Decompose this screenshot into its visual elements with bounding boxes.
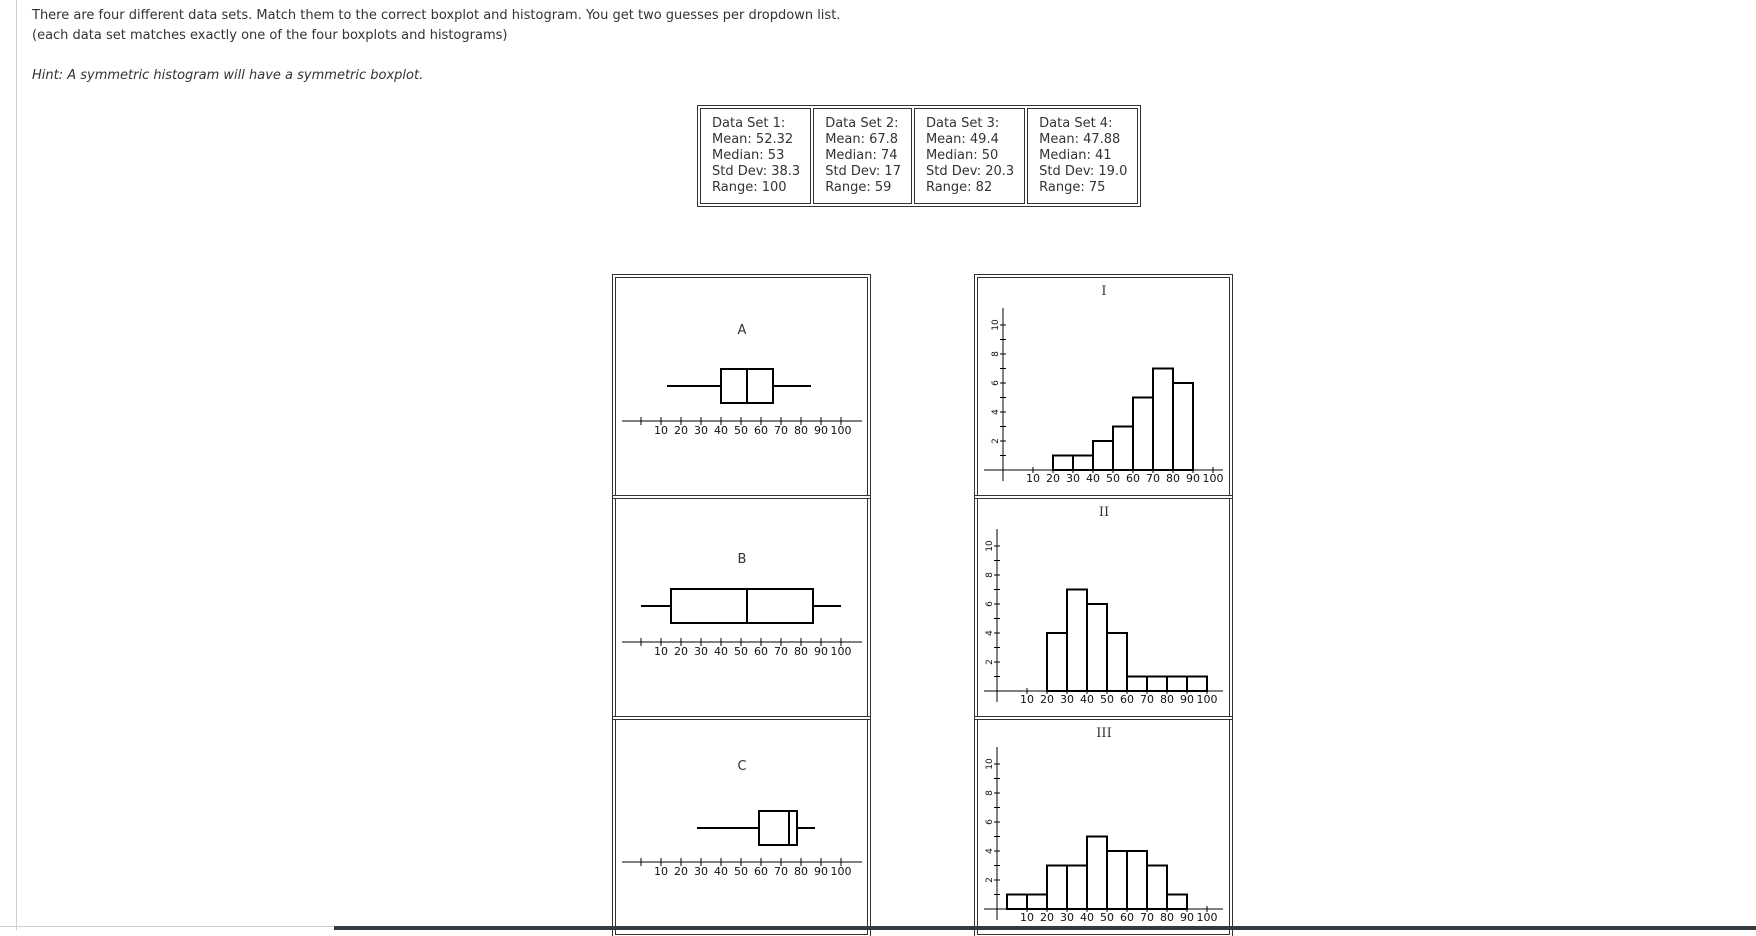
x-tick-label: 50 [1100, 693, 1114, 706]
data-set-title: Data Set 4: [1039, 116, 1113, 131]
histogram-bar [1167, 677, 1187, 692]
boxplot-title: A [737, 323, 747, 338]
x-tick-label: 80 [1166, 472, 1180, 485]
x-tick-label: 80 [794, 645, 808, 658]
histogram-bar [1087, 604, 1107, 691]
x-tick-label: 50 [1106, 472, 1120, 485]
x-tick-label: 90 [1180, 693, 1194, 706]
histogram-bar [1087, 837, 1107, 910]
y-tick-label: 4 [985, 848, 995, 854]
x-tick-label: 90 [1180, 911, 1194, 924]
x-tick-label: 70 [774, 865, 788, 878]
histogram-bar [1047, 866, 1067, 910]
x-tick-label: 70 [1140, 693, 1154, 706]
data-set-title: Data Set 1: [712, 116, 786, 131]
x-tick-label: 80 [794, 424, 808, 437]
boxplot-title: C [737, 759, 747, 774]
y-tick-label: 4 [985, 630, 995, 636]
histogram-title: II [1098, 505, 1110, 520]
x-tick-label: 40 [1086, 472, 1100, 485]
data-set-1-cell [700, 108, 811, 204]
x-tick-label: 90 [814, 865, 828, 878]
x-tick-label: 80 [1160, 693, 1174, 706]
histogram-panel-iii [977, 719, 1230, 935]
histogram-bar [1147, 677, 1167, 692]
left-border [16, 0, 17, 930]
data-set-median: Median: 41 [1039, 148, 1112, 163]
x-tick-label: 60 [1126, 472, 1140, 485]
y-tick-label: 10 [991, 319, 1001, 331]
x-tick-label: 100 [830, 645, 852, 658]
x-tick-label: 30 [1060, 693, 1074, 706]
x-tick-label: 10 [654, 865, 668, 878]
x-tick-label: 60 [1120, 693, 1134, 706]
y-tick-label: 2 [991, 438, 1001, 444]
x-tick-label: 70 [1140, 911, 1154, 924]
histogram-bar [1107, 633, 1127, 691]
x-tick-label: 20 [674, 865, 688, 878]
histogram-i-chart [978, 278, 1231, 497]
y-tick-label: 2 [985, 877, 995, 883]
data-set-mean: Mean: 47.88 [1039, 132, 1121, 147]
y-tick-label: 6 [985, 819, 995, 825]
histogram-bar [1107, 851, 1127, 909]
histogram-bar [1133, 398, 1153, 471]
data-set-title: Data Set 3: [925, 116, 1000, 131]
boxplot-panel-c [615, 719, 868, 935]
y-tick-label: 6 [985, 601, 995, 607]
instructions-line-1: There are four different data sets. Match them to the correct boxplot and histogram. You get two guesses per dropdown list. [32, 8, 841, 23]
boxplot-a-chart [616, 278, 869, 497]
data-set-2-cell [813, 108, 912, 204]
y-tick-label: 4 [991, 409, 1001, 415]
histogram-bar [1027, 895, 1047, 910]
x-tick-label: 50 [734, 645, 748, 658]
x-tick-label: 60 [754, 645, 768, 658]
x-tick-label: 30 [1060, 911, 1074, 924]
x-tick-label: 90 [814, 645, 828, 658]
data-set-range: Range: 59 [825, 180, 892, 195]
iqr-box [759, 811, 797, 845]
y-tick-label: 2 [985, 659, 995, 665]
x-tick-label: 70 [774, 645, 788, 658]
data-set-median: Median: 53 [712, 148, 785, 163]
x-tick-label: 40 [1080, 911, 1094, 924]
x-tick-label: 30 [1066, 472, 1080, 485]
x-tick-label: 50 [734, 424, 748, 437]
data-set-mean: Mean: 52.32 [712, 132, 794, 147]
boxplot-c-chart [616, 720, 869, 936]
instructions-line-2: (each data set matches exactly one of the four boxplots and histograms) [32, 28, 508, 43]
data-set-mean: Mean: 67.8 [825, 132, 899, 147]
y-tick-label: 8 [985, 790, 995, 796]
data-set-median: Median: 50 [925, 148, 999, 163]
histogram-bar [1113, 427, 1133, 471]
data-set-4-cell [1027, 108, 1138, 204]
x-tick-label: 20 [1040, 693, 1054, 706]
x-tick-label: 10 [1026, 472, 1040, 485]
x-tick-label: 10 [1020, 693, 1034, 706]
histogram-bar [1073, 456, 1093, 471]
x-tick-label: 30 [694, 645, 708, 658]
data-set-range: Range: 75 [1039, 180, 1106, 195]
x-tick-label: 50 [734, 865, 748, 878]
histogram-iii-chart [978, 720, 1231, 936]
histogram-bar [1053, 456, 1073, 471]
data-set-std-dev: Std Dev: 38.3 [712, 164, 801, 179]
data-set-mean: Mean: 49.4 [925, 132, 999, 147]
x-tick-label: 40 [714, 424, 728, 437]
histogram-title: I [1101, 284, 1107, 299]
x-tick-label: 10 [654, 645, 668, 658]
boxplot-b-chart [616, 499, 869, 718]
histogram-bar [1147, 866, 1167, 910]
y-tick-label: 10 [985, 758, 995, 770]
x-tick-label: 20 [674, 424, 688, 437]
x-tick-label: 60 [754, 424, 768, 437]
bottom-scrollbar[interactable] [334, 926, 1756, 930]
histogram-bar [1127, 851, 1147, 909]
y-tick-label: 8 [985, 572, 995, 578]
x-tick-label: 90 [814, 424, 828, 437]
y-tick-label: 10 [985, 540, 995, 552]
hint-text: Hint: A symmetric histogram will have a symmetric boxplot. [32, 68, 424, 83]
boxplot-title: B [737, 552, 747, 567]
x-tick-label: 80 [794, 865, 808, 878]
data-set-std-dev: Std Dev: 17 [825, 164, 901, 179]
x-tick-label: 20 [1040, 911, 1054, 924]
y-tick-label: 6 [991, 380, 1001, 386]
x-tick-label: 100 [1196, 911, 1218, 924]
x-tick-label: 10 [654, 424, 668, 437]
x-tick-label: 60 [1120, 911, 1134, 924]
data-set-range: Range: 100 [712, 180, 787, 195]
x-tick-label: 100 [1202, 472, 1224, 485]
histogram-panel-i [977, 277, 1230, 496]
histogram-title: III [1096, 726, 1112, 741]
histogram-bar [1067, 866, 1087, 910]
x-tick-label: 80 [1160, 911, 1174, 924]
histogram-bar [1127, 677, 1147, 692]
data-set-title: Data Set 2: [825, 116, 899, 131]
histogram-bar [1187, 677, 1207, 692]
iqr-box [671, 589, 813, 623]
data-set-std-dev: Std Dev: 20.3 [925, 164, 1015, 179]
x-tick-label: 70 [1146, 472, 1160, 485]
x-tick-label: 100 [1196, 693, 1218, 706]
boxplot-panel-b [615, 498, 868, 717]
histogram-bar [1153, 369, 1173, 471]
y-tick-label: 8 [991, 351, 1001, 357]
histogram-bar [1007, 895, 1027, 910]
x-tick-label: 60 [754, 865, 768, 878]
histogram-bar [1173, 383, 1193, 470]
histogram-bar [1167, 895, 1187, 910]
x-tick-label: 20 [1046, 472, 1060, 485]
x-tick-label: 40 [714, 865, 728, 878]
x-tick-label: 90 [1186, 472, 1200, 485]
x-tick-label: 40 [714, 645, 728, 658]
x-tick-label: 40 [1080, 693, 1094, 706]
histogram-panel-ii [977, 498, 1230, 717]
data-sets-table [697, 105, 1141, 207]
x-tick-label: 100 [830, 865, 852, 878]
boxplot-panel-a [615, 277, 868, 496]
x-tick-label: 70 [774, 424, 788, 437]
data-set-3-cell [914, 108, 1025, 204]
data-set-median: Median: 74 [825, 148, 898, 163]
x-tick-label: 100 [830, 424, 852, 437]
histogram-bar [1047, 633, 1067, 691]
data-set-range: Range: 82 [925, 180, 993, 195]
x-tick-label: 20 [674, 645, 688, 658]
x-tick-label: 30 [694, 865, 708, 878]
histogram-bar [1093, 441, 1113, 470]
x-tick-label: 50 [1100, 911, 1114, 924]
histogram-ii-chart [978, 499, 1231, 718]
x-tick-label: 30 [694, 424, 708, 437]
data-set-std-dev: Std Dev: 19.0 [1039, 164, 1128, 179]
histogram-bar [1067, 590, 1087, 692]
x-tick-label: 10 [1020, 911, 1034, 924]
